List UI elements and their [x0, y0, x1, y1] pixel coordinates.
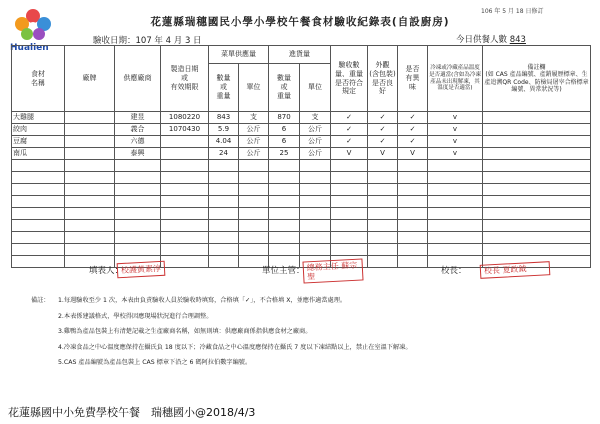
cell-act-qty: 6 [269, 136, 300, 148]
empty-cell [483, 220, 591, 232]
empty-row [12, 232, 591, 244]
cell-ingredient: 大雞腿 [12, 112, 65, 124]
empty-cell [12, 196, 65, 208]
cell-act-unit: 公斤 [300, 136, 331, 148]
cell-remark [483, 136, 591, 148]
table-row [12, 136, 591, 148]
unit-head-label: 單位主管： [262, 266, 305, 276]
cell-act-qty: 25 [269, 148, 300, 160]
empty-cell [483, 196, 591, 208]
empty-row [12, 160, 591, 172]
empty-cell [428, 172, 483, 184]
empty-cell [483, 232, 591, 244]
empty-cell [161, 172, 209, 184]
empty-cell [161, 184, 209, 196]
cell-temp: v [428, 112, 483, 124]
empty-cell [331, 220, 368, 232]
header-plan-qty: 數量 或 重量 [209, 64, 239, 112]
table-row [12, 124, 591, 136]
cell-plan-qty: 4.04 [209, 136, 239, 148]
empty-cell [331, 208, 368, 220]
empty-cell [209, 160, 239, 172]
empty-cell [331, 172, 368, 184]
empty-cell [269, 196, 300, 208]
empty-cell [331, 160, 368, 172]
header-plan-unit: 單位 [239, 64, 269, 112]
cell-plan-unit: 公斤 [239, 136, 269, 148]
empty-cell [398, 160, 428, 172]
cell-act-unit: 公斤 [300, 148, 331, 160]
meal-count [456, 33, 526, 45]
empty-cell [269, 220, 300, 232]
cell-remark [483, 148, 591, 160]
empty-cell [269, 160, 300, 172]
cell-mfg [161, 136, 209, 148]
empty-cell [368, 220, 398, 232]
empty-cell [209, 256, 239, 268]
cell-foreign: ✓ [398, 112, 428, 124]
empty-cell [65, 220, 115, 232]
cell-match: ✓ [331, 112, 368, 124]
empty-cell [331, 196, 368, 208]
empty-cell [115, 208, 161, 220]
cell-match: ✓ [331, 124, 368, 136]
empty-cell [428, 184, 483, 196]
header-odor: 是否 有異 味 [398, 46, 428, 112]
empty-cell [269, 208, 300, 220]
cell-plan-unit: 公斤 [239, 148, 269, 160]
empty-cell [65, 172, 115, 184]
cell-plan-qty: 5.9 [209, 124, 239, 136]
cell-act-unit: 公斤 [300, 124, 331, 136]
cell-foreign: ✓ [398, 124, 428, 136]
empty-cell [428, 196, 483, 208]
header-act-qty: 數量 或 重量 [269, 64, 300, 112]
cell-mfg [161, 148, 209, 160]
empty-cell [65, 244, 115, 256]
note-item: 5.CAS 產品編號為產品包裝上 CAS 標章下沿之 6 碼阿拉伯數字編號。 [58, 359, 252, 366]
note-item: 4.冷凍食品之中心溫度應保持在攝氏負 18 度以下；冷藏食品之中心溫度應保持在攝氏 7 度以下凍結點以上，禁止在室溫下解凍。 [58, 343, 412, 351]
empty-cell [398, 196, 428, 208]
empty-cell [115, 220, 161, 232]
cell-temp: v [428, 148, 483, 160]
cell-ingredient: 南瓜 [12, 148, 65, 160]
empty-cell [269, 232, 300, 244]
cell-supplier: 義合 [115, 124, 161, 136]
cell-act-unit: 支 [300, 112, 331, 124]
empty-cell [209, 220, 239, 232]
cell-foreign: V [398, 148, 428, 160]
cell-appearance: V [368, 148, 398, 160]
empty-cell [398, 208, 428, 220]
cell-remark [483, 112, 591, 124]
empty-cell [368, 160, 398, 172]
empty-cell [398, 232, 428, 244]
header-remarks: 備註欄 (如 CAS 產品編號、產銷履歷標章、生產追溯QR Code、防檢局屠宰合格標章編號、異常狀況等) [483, 46, 591, 112]
cell-brand [65, 124, 115, 136]
cell-plan-qty: 24 [209, 148, 239, 160]
empty-cell [428, 232, 483, 244]
empty-cell [12, 256, 65, 268]
empty-cell [300, 208, 331, 220]
empty-cell [300, 196, 331, 208]
principal-stamp: 校長 夏政鉞 [480, 261, 551, 279]
meal-count-value: 843 [509, 35, 526, 45]
cell-appearance: ✓ [368, 124, 398, 136]
empty-cell [331, 232, 368, 244]
empty-cell [209, 184, 239, 196]
empty-cell [428, 160, 483, 172]
cell-plan-unit: 支 [239, 112, 269, 124]
empty-row [12, 244, 591, 256]
empty-cell [12, 184, 65, 196]
empty-cell [115, 172, 161, 184]
empty-cell [161, 256, 209, 268]
notes-label: 備註： [31, 297, 50, 304]
empty-cell [300, 232, 331, 244]
empty-cell [239, 172, 269, 184]
cell-mfg: 1080220 [161, 112, 209, 124]
empty-cell [161, 232, 209, 244]
empty-cell [161, 160, 209, 172]
empty-cell [239, 160, 269, 172]
empty-cell [483, 160, 591, 172]
cell-appearance: ✓ [368, 136, 398, 148]
header-mfg-date: 製造日期 或 有效期限 [161, 46, 209, 112]
empty-cell [12, 172, 65, 184]
logo-text: Hualien [10, 43, 49, 53]
inspection-table [11, 45, 591, 268]
empty-cell [398, 172, 428, 184]
table-row [12, 148, 591, 160]
empty-cell [161, 196, 209, 208]
empty-cell [483, 208, 591, 220]
empty-cell [239, 220, 269, 232]
empty-cell [239, 184, 269, 196]
empty-cell [12, 244, 65, 256]
principal-label: 校長： [441, 266, 467, 276]
cell-brand [65, 148, 115, 160]
empty-cell [239, 196, 269, 208]
empty-cell [161, 208, 209, 220]
header-temperature: 冷凍或冷藏產品溫度是否適當(含如為冷凍產品未出現解凍，其溫度是否適當) [428, 46, 483, 112]
empty-cell [368, 184, 398, 196]
empty-cell [398, 184, 428, 196]
cell-brand [65, 112, 115, 124]
note-item: 2.本表係建議格式，學校得因應現場狀況進行合理調整。 [58, 312, 213, 320]
empty-cell [12, 208, 65, 220]
page-title: 花蓮縣瑞穗國民小學小學校午餐食材驗收紀錄表(自設廚房) [150, 16, 450, 28]
note-item: 3.雞鴨為產品包裝上有清楚記載之生產廠商名稱，如無則填：供應廠商係指供應食材之廠商。 [58, 328, 312, 335]
empty-cell [368, 196, 398, 208]
empty-row [12, 220, 591, 232]
cell-plan-qty: 843 [209, 112, 239, 124]
empty-row [12, 172, 591, 184]
footer-watermark: 花蓮縣國中小免費學校午餐 瑞穗國小@2018/4/3 [8, 406, 256, 419]
empty-cell [300, 172, 331, 184]
empty-cell [161, 220, 209, 232]
empty-cell [300, 244, 331, 256]
header-appearance: 外觀 (含包裝)是否良好 [368, 46, 398, 112]
empty-cell [65, 184, 115, 196]
cell-plan-unit: 公斤 [239, 124, 269, 136]
empty-cell [209, 244, 239, 256]
empty-cell [428, 208, 483, 220]
empty-cell [368, 256, 398, 268]
empty-cell [12, 160, 65, 172]
empty-cell [368, 172, 398, 184]
cell-temp: v [428, 124, 483, 136]
header-actual-group: 進貨量 [269, 46, 331, 64]
empty-cell [398, 244, 428, 256]
header-brand: 廠牌 [65, 46, 115, 112]
empty-cell [398, 220, 428, 232]
empty-cell [161, 244, 209, 256]
empty-cell [209, 196, 239, 208]
cell-act-qty: 870 [269, 112, 300, 124]
cell-appearance: ✓ [368, 112, 398, 124]
empty-cell [115, 160, 161, 172]
cell-supplier: 泰興 [115, 148, 161, 160]
filler-label: 填表人： [89, 266, 124, 276]
empty-cell [483, 184, 591, 196]
table-row [12, 112, 591, 124]
empty-cell [115, 196, 161, 208]
empty-cell [239, 244, 269, 256]
empty-cell [12, 232, 65, 244]
empty-cell [368, 208, 398, 220]
empty-cell [331, 184, 368, 196]
empty-cell [239, 208, 269, 220]
header-match: 驗收數量、重量是否符合規定 [331, 46, 368, 112]
cell-match: V [331, 148, 368, 160]
empty-cell [115, 244, 161, 256]
empty-cell [428, 244, 483, 256]
cell-foreign: ✓ [398, 136, 428, 148]
cell-remark [483, 124, 591, 136]
filler-stamp: 校護黃素淳 [117, 261, 166, 278]
meal-count-label: 今日供餐人數 [456, 35, 508, 45]
cell-ingredient: 絞肉 [12, 124, 65, 136]
cell-mfg: 1070430 [161, 124, 209, 136]
header-ingredient: 食材 名稱 [12, 46, 65, 112]
cell-match: ✓ [331, 136, 368, 148]
empty-cell [65, 232, 115, 244]
cell-ingredient: 豆腐 [12, 136, 65, 148]
empty-cell [331, 244, 368, 256]
cell-temp: v [428, 136, 483, 148]
empty-cell [65, 196, 115, 208]
empty-row [12, 196, 591, 208]
unit-head-stamp: 總務主任 蘇宗聖 [302, 258, 363, 283]
cell-act-qty: 6 [269, 124, 300, 136]
empty-cell [269, 172, 300, 184]
header-planned-group: 菜單供應量 [209, 46, 269, 64]
empty-cell [398, 256, 428, 268]
cell-supplier: 建昱 [115, 112, 161, 124]
header-act-unit: 單位 [300, 64, 331, 112]
empty-cell [209, 232, 239, 244]
notes-list [58, 293, 412, 371]
acceptance-date: 驗收日期：107 年 4 月 3 日 [93, 36, 202, 46]
empty-cell [65, 208, 115, 220]
empty-cell [209, 172, 239, 184]
empty-cell [209, 208, 239, 220]
empty-cell [65, 160, 115, 172]
cell-brand [65, 136, 115, 148]
cell-supplier: 六德 [115, 136, 161, 148]
empty-row [12, 208, 591, 220]
empty-row [12, 184, 591, 196]
empty-cell [239, 232, 269, 244]
revision-note: 106 年 5 月 18 日修訂 [481, 8, 544, 15]
empty-cell [483, 172, 591, 184]
empty-cell [300, 220, 331, 232]
empty-cell [269, 184, 300, 196]
header-supplier: 供應廠商 [115, 46, 161, 112]
note-item: 1.每週驗收至少 1 次，本表由負責驗收人員於驗收時填寫，合格填「✓」，不合格填 X，並應作適當處理。 [58, 297, 347, 304]
empty-cell [12, 220, 65, 232]
empty-cell [269, 244, 300, 256]
empty-cell [300, 184, 331, 196]
empty-cell [300, 160, 331, 172]
empty-cell [428, 220, 483, 232]
empty-cell [368, 232, 398, 244]
empty-cell [115, 232, 161, 244]
empty-cell [115, 184, 161, 196]
empty-cell [483, 244, 591, 256]
empty-cell [368, 244, 398, 256]
